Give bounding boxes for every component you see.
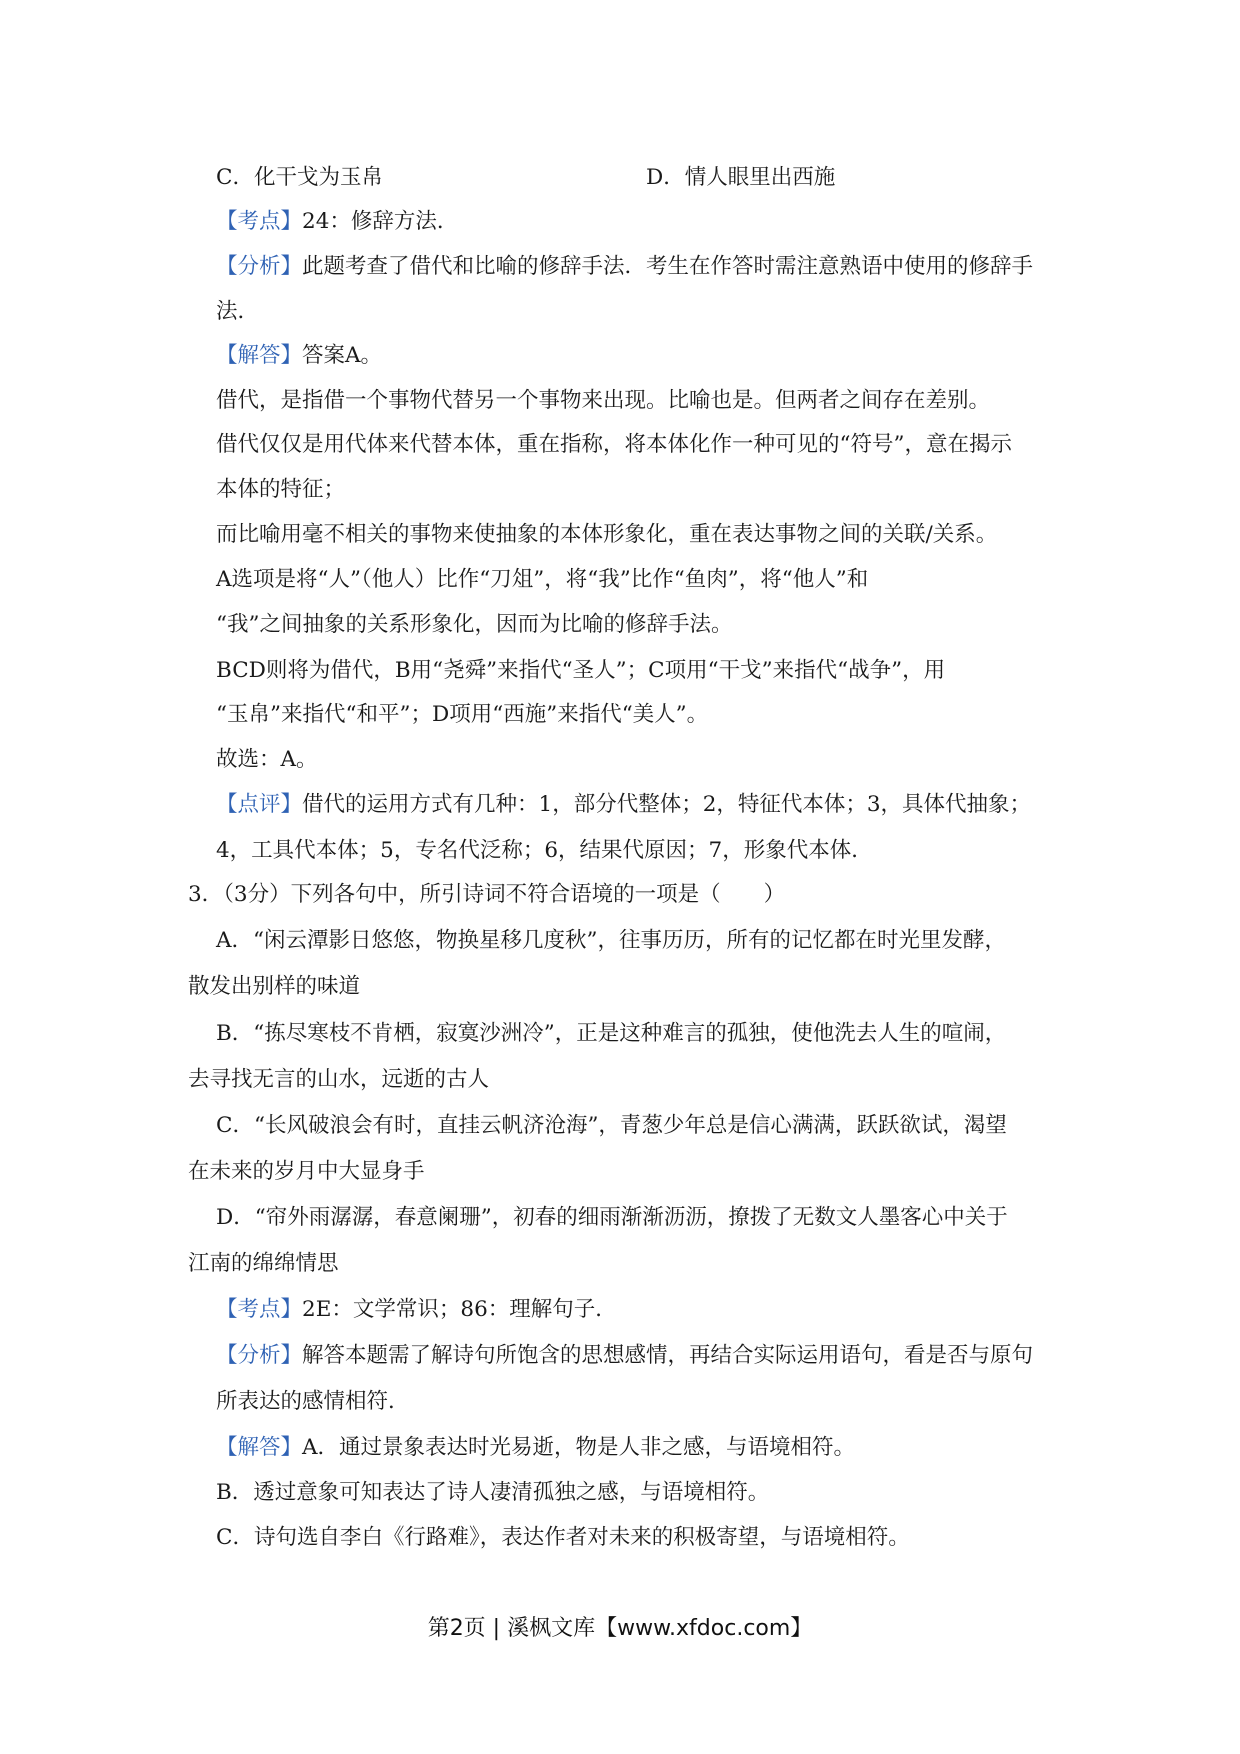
q3-answer-b: B．透过意象可知表达了诗人凄清孤独之感，与语境相符。: [216, 1480, 770, 1505]
q3-option-c-1: C．“长风破浪会有时，直挂云帆济沧海”，青葱少年总是信心满满，跃跃欲试，渴望: [216, 1113, 1007, 1138]
q2-paragraph-2b: 本体的特征；: [216, 477, 346, 502]
fenxi-text: 解答本题需了解诗句所饱含的思想感情，再结合实际运用语句，看是否与原句: [302, 1343, 1034, 1368]
q2-paragraph-6: 故选：A。: [216, 747, 318, 772]
q2-fenxi: [216, 252, 1033, 282]
dianping-tag: 【点评】: [216, 792, 303, 817]
q2-paragraph-4b: “我”之间抽象的关系形象化，因而为比喻的修辞手法。: [216, 612, 733, 637]
q2-kaodian: [216, 207, 458, 237]
q2-dianping-cont: 4，工具代本体；5，专名代泛称；6，结果代原因；7，形象代本体．: [216, 838, 873, 863]
kaodian-tag: 【考点】: [216, 209, 303, 234]
option-c-line: [216, 163, 836, 193]
q2-paragraph-3: 而比喻用毫不相关的事物来使抽象的本体形象化，重在表达事物之间的关联/关系。: [216, 522, 998, 547]
dianping-text: 借代的运用方式有几种：1，部分代整体；2，特征代本体；3，具体代抽象；: [302, 792, 1032, 817]
q3-kaodian: [216, 1295, 617, 1325]
q3-fenxi: [216, 1341, 1033, 1371]
q3-option-b-2: 去寻找无言的山水，远逝的古人: [188, 1067, 490, 1092]
q2-paragraph-5a: BCD则将为借代，B用“尧舜”来指代“圣人”；C项用“干戈”来指代“战争”，用: [216, 658, 946, 683]
q3-option-c-2: 在未来的岁月中大显身手: [188, 1159, 425, 1184]
q2-paragraph-1: 借代，是指借一个事物代替另一个事物来出现。比喻也是。但两者之间存在差别。: [216, 388, 991, 413]
option-d-text: D．情人眼里出西施: [646, 165, 836, 190]
q3-jieda: [216, 1433, 855, 1463]
kaodian-text: 2E：文学常识；86：理解句子．: [302, 1297, 617, 1322]
kaodian-tag: 【考点】: [216, 1297, 303, 1322]
q2-jieda: [216, 341, 382, 371]
q3-option-a-1: A．“闲云潭影日悠悠，物换星移几度秋”，往事历历，所有的记忆都在时光里发酵，: [216, 928, 1007, 953]
q3-answer-c: C．诗句选自李白《行路难》，表达作者对未来的积极寄望，与语境相符。: [216, 1525, 910, 1550]
fenxi-tag: 【分析】: [216, 1343, 303, 1368]
q3-option-d-1: D．“帘外雨潺潺，春意阑珊”，初春的细雨渐渐沥沥，撩拨了无数文人墨客心中关于: [216, 1205, 1008, 1230]
q2-paragraph-4a: A选项是将“人”（他人）比作“刀俎”，将“我”比作“鱼肉”，将“他人”和: [216, 567, 869, 592]
fenxi-text: 此题考查了借代和比喻的修辞手法．考生在作答时需注意熟语中使用的修辞手: [302, 254, 1034, 279]
q3-stem: 3．（3分）下列各句中，所引诗词不符合语境的一项是（ ）: [188, 882, 786, 907]
q3-option-d-2: 江南的绵绵情思: [188, 1251, 339, 1276]
q2-dianping: [216, 790, 1031, 820]
q3-option-b-1: B．“拣尽寒枝不肯栖，寂寞沙洲冷”，正是这种难言的孤独，使他洗去人生的喧闹，: [216, 1021, 1007, 1046]
q2-fenxi-cont: 法．: [216, 299, 260, 324]
jieda-tag: 【解答】: [216, 343, 303, 368]
fenxi-tag: 【分析】: [216, 254, 303, 279]
jieda-text: A．通过景象表达时光易逝，物是人非之感，与语境相符。: [302, 1435, 856, 1460]
q3-fenxi-cont: 所表达的感情相符．: [216, 1389, 410, 1414]
jieda-tag: 【解答】: [216, 1435, 303, 1460]
q2-paragraph-5b: “玉帛”来指代“和平”；D项用“西施”来指代“美人”。: [216, 702, 709, 727]
page-footer: 第2页 | 溪枫文库【www.xfdoc.com】: [427, 1616, 813, 1641]
option-c-text: C．化干戈为玉帛: [216, 165, 383, 190]
q3-option-a-2: 散发出别样的味道: [188, 974, 361, 999]
jieda-text: 答案A。: [302, 343, 383, 368]
q2-paragraph-2a: 借代仅仅是用代体来代替本体，重在指称，将本体化作一种可见的“符号”，意在揭示: [216, 432, 1012, 457]
kaodian-text: 24：修辞方法．: [302, 209, 459, 234]
